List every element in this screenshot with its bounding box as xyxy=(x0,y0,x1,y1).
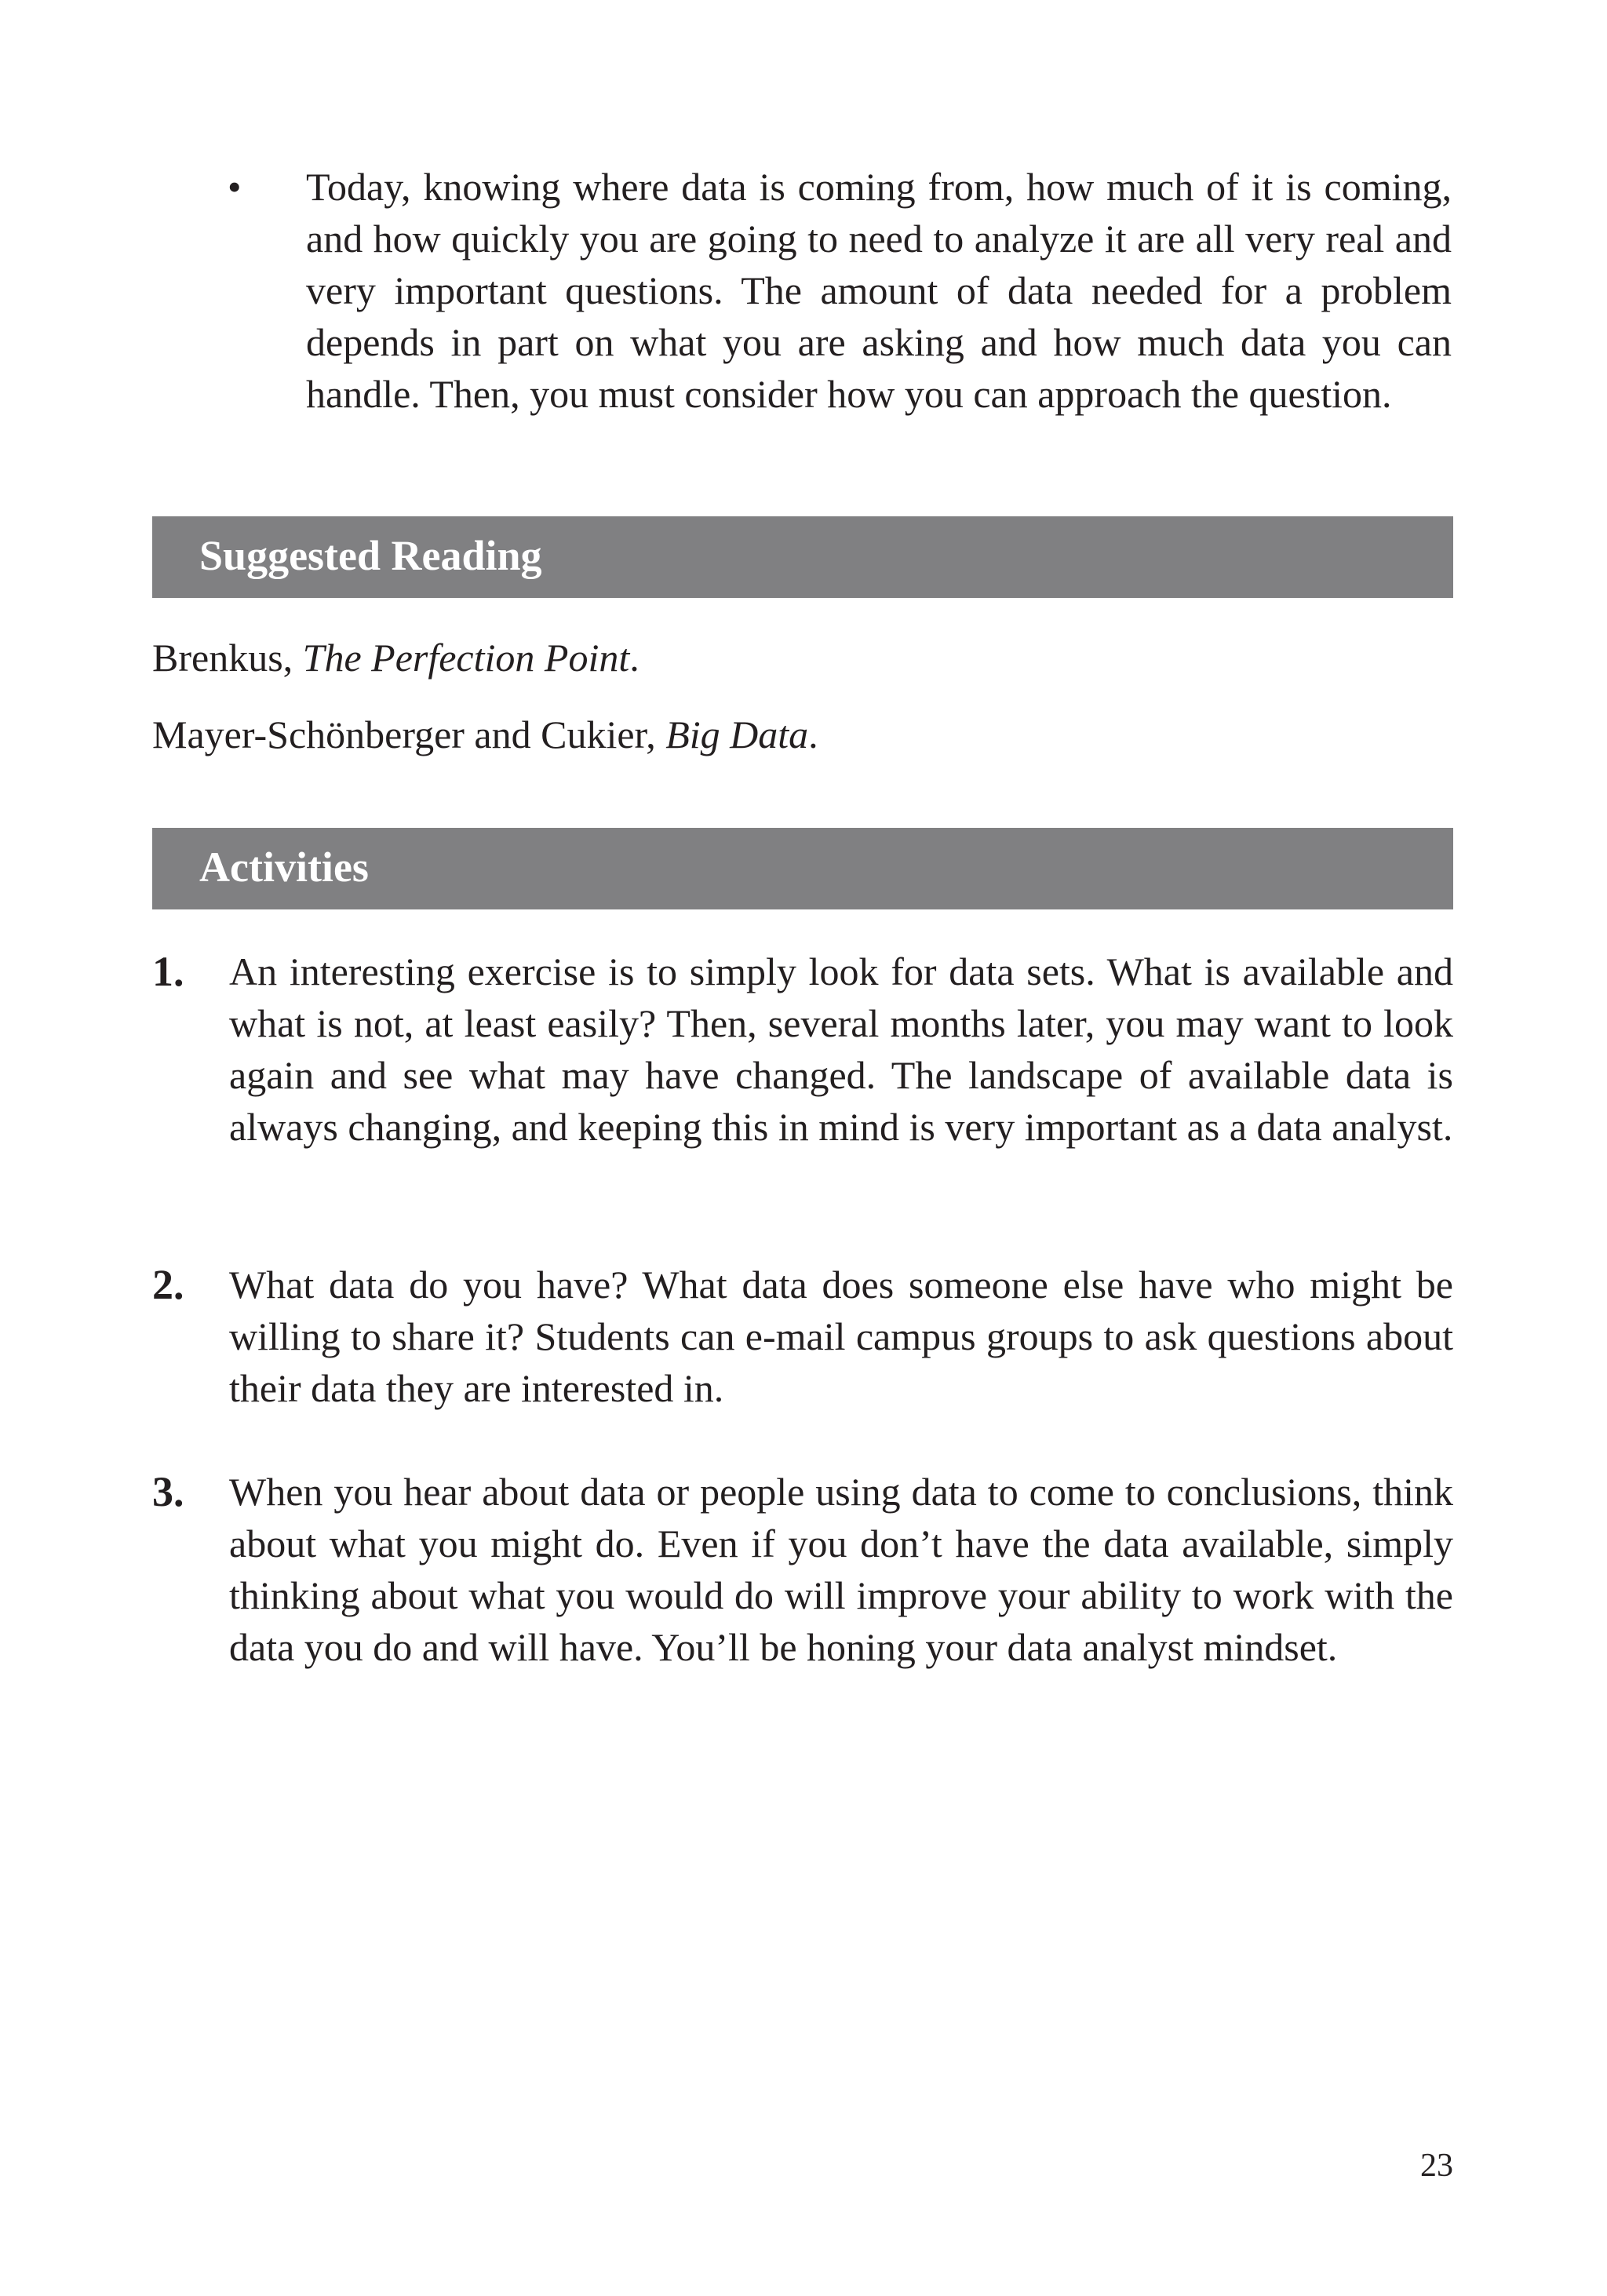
reading-title: The Perfection Point xyxy=(302,636,630,680)
reading-author: Brenkus, xyxy=(152,636,303,680)
activity-number: 3. xyxy=(152,1468,184,1515)
activity-number: 1. xyxy=(152,948,184,995)
activities-header xyxy=(152,828,1453,909)
reading-author: Mayer-Schönberger and Cukier, xyxy=(152,712,666,756)
activity-text: What data do you have? What data does someone else have who might be willing to share it? Students can e-mail campus groups to ask questions about their data they are interested in. xyxy=(229,1263,1453,1410)
reading-end: . xyxy=(629,636,640,680)
suggested-reading-title: Suggested Reading xyxy=(199,532,542,579)
reading-item xyxy=(152,632,640,683)
activity-text: When you hear about data or people using data to come to conclusions, think about what you might do. Even if you don’t have the data available, simply thinking about what you would do will improve your ability to work with the data you do and will have. You’ll be honing your data analyst mindset. xyxy=(229,1470,1453,1669)
activity-number: 2. xyxy=(152,1261,184,1308)
activities-title: Activities xyxy=(199,844,369,891)
reading-title: Big Data xyxy=(665,712,809,756)
suggested-reading-header xyxy=(152,516,1453,598)
reading-end: . xyxy=(808,712,818,756)
bullet-paragraph: Today, knowing where data is coming from, how much of it is coming, and how quickly you are going to need to analyze it are all very real and very important questions. The amount of data needed for a problem depends in part on what you are asking and how much data you can handle. Then, you must consider how you can approach the question. xyxy=(306,165,1452,416)
page-number: 23 xyxy=(1420,2148,1453,2184)
bullet-symbol: • xyxy=(228,165,242,209)
activity-text: An interesting exercise is to simply look for data sets. What is available and what is not, at least easily? Then, several months later, you may want to look again and see what may have changed. The landscape of available data is always changing, and keeping this in mind is very important as a data analyst. xyxy=(229,949,1453,1149)
reading-item xyxy=(152,709,818,760)
